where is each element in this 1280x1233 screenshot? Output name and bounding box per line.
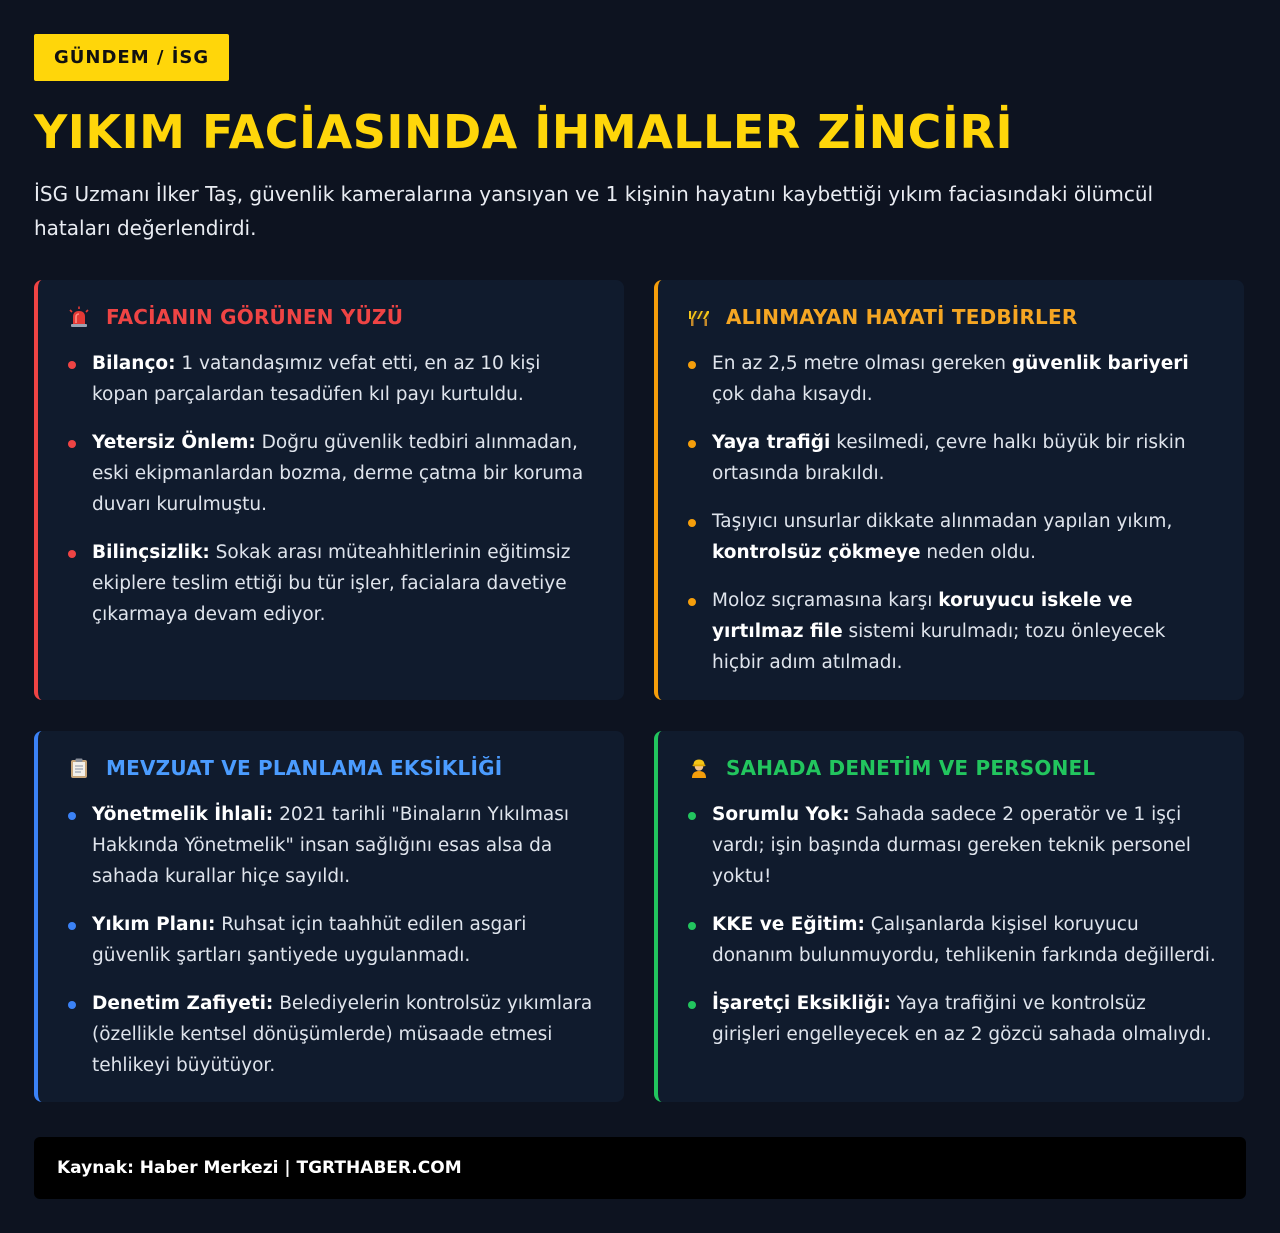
item-text: Çalışanlarda kişisel koruyucu donanım bulunmuyordu, tehlikenin farkında değillerdi. xyxy=(712,914,1216,966)
card-title: ALINMAYAN HAYATİ TEDBİRLER xyxy=(726,305,1078,329)
item-text: Yaya trafiğini ve kontrolsüz girişleri engelleyecek en az 2 gözcü sahada olmalıydı. xyxy=(712,993,1212,1045)
bullet-dot xyxy=(68,550,76,558)
item-text: çok daha kısaydı. xyxy=(712,384,873,405)
card-header xyxy=(688,302,1218,332)
list-item xyxy=(68,799,598,892)
page-title: YIKIM FACİASINDA İHMALLER ZİNCİRİ xyxy=(34,105,1014,159)
item-label: Yıkım Planı: xyxy=(92,914,216,935)
item-text: Doğru güvenlik tedbiri alınmadan, eski ekipmanlardan bozma, derme çatma bir koruma duvarı kurulmuştu. xyxy=(92,432,584,515)
item-text: neden oldu. xyxy=(920,542,1037,563)
item-emphasis: koruyucu iskele ve yırtılmaz file xyxy=(712,590,1133,642)
item-text: Ruhsat için taahhüt edilen asgari güvenlik şartları şantiyede uygulanmadı. xyxy=(92,914,527,966)
item-label: Bilanço: xyxy=(92,353,176,374)
card-title: FACİANIN GÖRÜNEN YÜZÜ xyxy=(106,305,404,329)
item-text: Belediyelerin kontrolsüz yıkımlara (özellikle kentsel dönüşümlerde) müsaade etmesi tehlikeyi büyütüyor. xyxy=(92,993,593,1076)
card-header xyxy=(68,753,598,783)
item-text: 2021 tarihli "Binaların Yıkılması Hakkında Yönetmelik" insan sağlığını esas alsa da sahada kurallar hiçe sayıldı. xyxy=(92,804,570,887)
barrier-icon xyxy=(688,306,710,328)
card-header xyxy=(688,753,1218,783)
bullet-dot xyxy=(688,812,696,820)
item-text: Sokak arası müteahhitlerinin eğitimsiz ekiplere teslim ettiği bu tür işler, facialara davetiye çıkarmaya devam ediyor. xyxy=(92,542,571,625)
category-tag: GÜNDEM / İSG xyxy=(34,34,229,81)
list-item xyxy=(688,506,1218,568)
bullet-dot xyxy=(688,598,696,606)
bullet-dot xyxy=(688,1001,696,1009)
card-facianin-gorunen-yuzu xyxy=(34,280,624,700)
card-header xyxy=(68,302,598,332)
source-footer xyxy=(34,1137,1246,1199)
bullet-list xyxy=(688,348,1218,678)
construction-worker-icon xyxy=(688,757,710,779)
bullet-dot xyxy=(688,440,696,448)
bullet-list xyxy=(68,348,598,630)
list-item xyxy=(688,909,1218,971)
item-text: Sahada sadece 2 operatör ve 1 işçi vardı; işin başında durması gereken teknik personel yoktu! xyxy=(712,804,1191,887)
card-alinmayan-hayati-tedbirler xyxy=(654,280,1244,700)
list-item xyxy=(688,799,1218,892)
bullet-list xyxy=(68,799,598,1081)
list-item xyxy=(68,537,598,630)
bullet-dot xyxy=(68,812,76,820)
list-item xyxy=(688,427,1218,489)
card-title: MEVZUAT VE PLANLAMA EKSİKLİĞİ xyxy=(106,756,503,780)
item-text: 1 vatandaşımız vefat etti, en az 10 kişi kopan parçalardan tesadüfen kıl payı kurtuldu. xyxy=(92,353,541,405)
bullet-dot xyxy=(688,922,696,930)
card-sahada-denetim-ve-personel xyxy=(654,731,1244,1102)
item-text: En az 2,5 metre olması gereken xyxy=(712,353,1012,374)
item-emphasis: Yaya trafiği xyxy=(712,432,831,453)
siren-icon xyxy=(68,306,90,328)
item-text: sistemi kurulmadı; tozu önleyecek hiçbir adım atılmadı. xyxy=(712,621,1166,673)
item-label: İşaretçi Eksikliği: xyxy=(712,993,891,1014)
list-item xyxy=(68,427,598,520)
list-item xyxy=(688,988,1218,1050)
bullet-dot xyxy=(68,1001,76,1009)
bullet-dot xyxy=(68,440,76,448)
bullet-dot xyxy=(688,519,696,527)
card-mevzuat-ve-planlama xyxy=(34,731,624,1102)
bullet-list xyxy=(688,799,1218,1050)
list-item xyxy=(68,988,598,1081)
bullet-dot xyxy=(68,922,76,930)
item-label: Yönetmelik İhlali: xyxy=(92,804,274,825)
item-label: Bilinçsizlik: xyxy=(92,542,210,563)
list-item xyxy=(688,348,1218,410)
source-credit: Kaynak: Haber Merkezi | TGRTHABER.COM xyxy=(57,1158,462,1178)
item-text: Moloz sıçramasına karşı xyxy=(712,590,939,611)
item-label: Sorumlu Yok: xyxy=(712,804,850,825)
item-label: Yetersiz Önlem: xyxy=(92,432,256,453)
item-text: kesilmedi, çevre halkı büyük bir riskin ortasında bırakıldı. xyxy=(712,432,1186,484)
page-subtitle: İSG Uzmanı İlker Taş, güvenlik kameralarına yansıyan ve 1 kişinin hayatını kaybettiği yıkım faciasındaki ölümcül hataları değerlendirdi. xyxy=(34,182,1154,240)
clipboard-icon xyxy=(68,757,90,779)
item-emphasis: güvenlik bariyeri xyxy=(1011,353,1189,374)
bullet-dot xyxy=(688,361,696,369)
card-title: SAHADA DENETİM VE PERSONEL xyxy=(726,756,1096,780)
item-label: KKE ve Eğitim: xyxy=(712,914,865,935)
list-item xyxy=(68,348,598,410)
item-emphasis: kontrolsüz çökmeye xyxy=(712,542,921,563)
item-label: Denetim Zafiyeti: xyxy=(92,993,274,1014)
list-item xyxy=(688,585,1218,678)
list-item xyxy=(68,909,598,971)
bullet-dot xyxy=(68,361,76,369)
item-text: Taşıyıcı unsurlar dikkate alınmadan yapılan yıkım, xyxy=(712,511,1173,532)
